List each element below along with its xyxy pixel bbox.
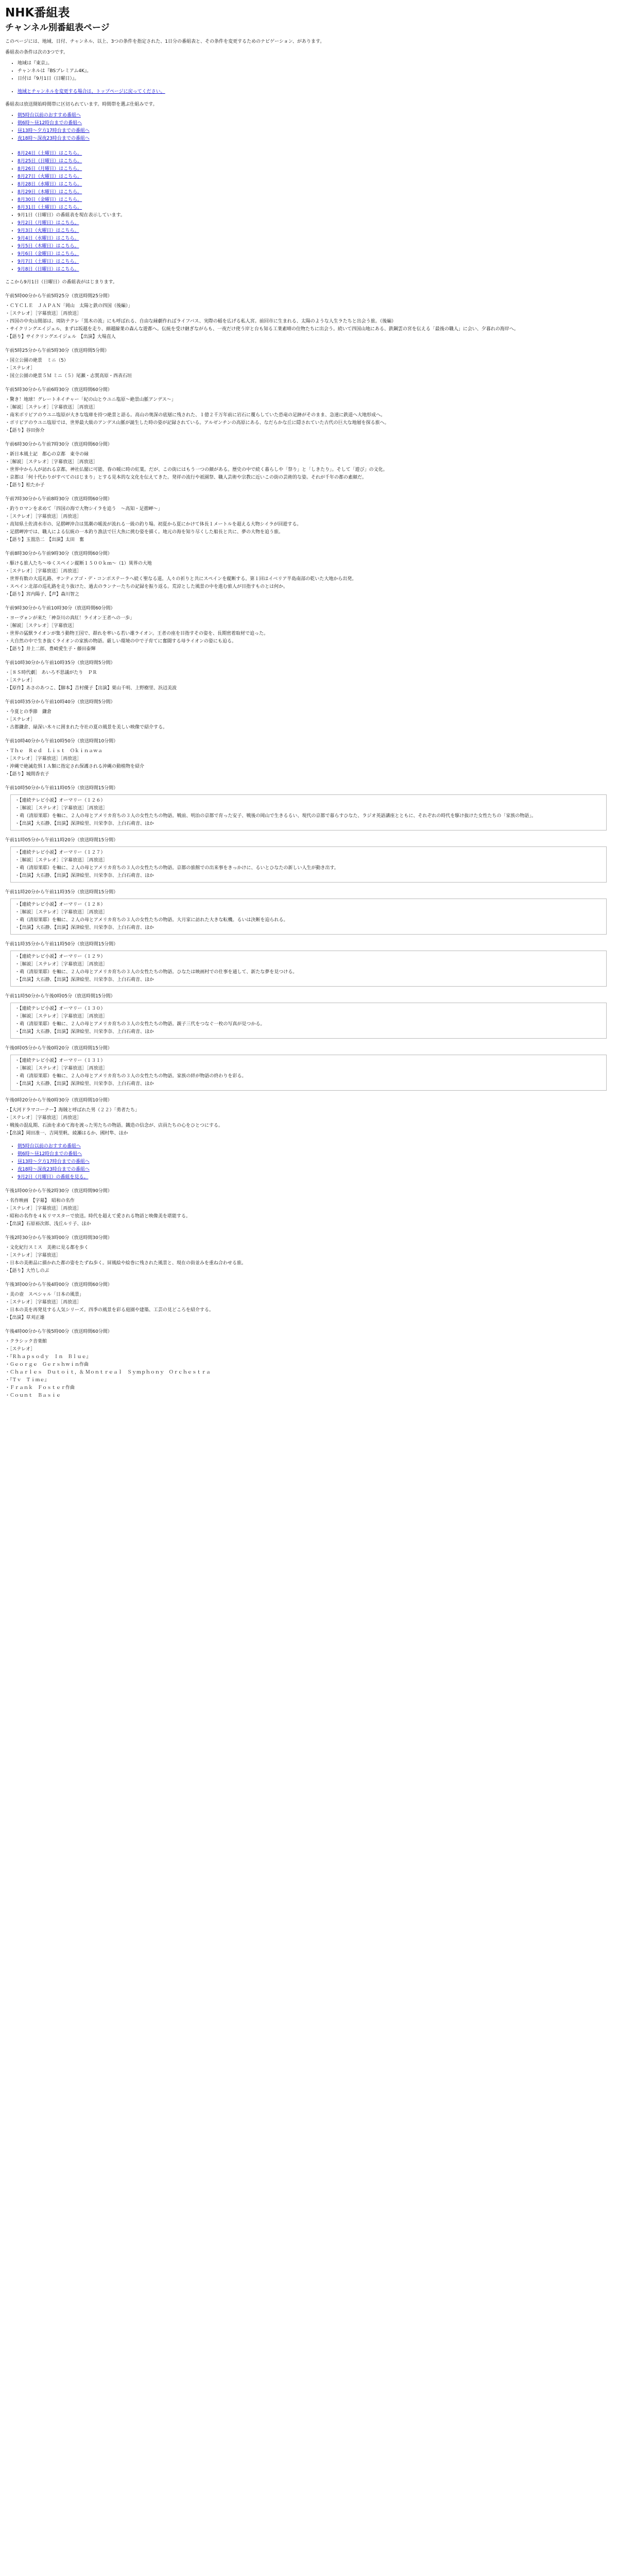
time-jump-item: [18, 120, 613, 127]
program-time: 午前10時30分から午前10時35分（放送時間5分間）: [5, 660, 115, 666]
program-time: 午後0時05分から午後0時20分（放送時間15分間）: [5, 1046, 112, 1051]
date-nav-item: [18, 158, 613, 165]
program-info-line: ・【語り】谷田弥介: [5, 428, 45, 433]
date-nav-link[interactable]: 8月31日（土曜日）はこちら。: [18, 205, 82, 210]
program-entry: [5, 550, 613, 599]
program-info-line: ・スペイン北部の巡礼路を走り抜けた、過去のランナーたちの記録を振り返る。荒涼とした風景の中を進む旅人が目指すものとは何か。: [5, 584, 288, 589]
program-time: 午前7時30分から午前8時30分（放送時間60分間）: [5, 497, 112, 502]
program-info-line: ・萌（清原果耶）を軸に、２人の母とアメリカ育ちの３人の女性たちの物語。京都の旅館での出来事をきっかけに、るいとひなたの新しい人生が動き出す。: [15, 866, 339, 871]
program-time: 午前6時30分から午前7時30分（放送時間60分間）: [5, 442, 112, 447]
program-detail: [10, 794, 607, 831]
program-info-line: ・戦後の混乱期、石油を求めて海を渡った男たちの物語。鐵造の信念が、店員たちの心をひとつにする。: [5, 1123, 223, 1128]
program-info-line: ・［解説］［ステレオ］［字幕放送］［再放送］: [5, 460, 98, 465]
program-detail: [5, 302, 613, 341]
program-detail: [5, 451, 613, 489]
program-info-line: ・萌（清原果耶）を軸に、２人の母とアメリカ育ちの３人の女性たちの物語。家族の絆が物語の終わりを彩る。: [15, 1074, 247, 1079]
program-entry: [5, 785, 613, 831]
program-title: ・名作映画 【字幕】 昭和の名作: [5, 1198, 75, 1204]
date-nav-item: [18, 165, 613, 173]
program-time: 午前5時00分から午前5時25分（放送時間25分間）: [5, 294, 112, 299]
program-info-line: ・沖縄で絶滅危惧ＩＡ類に指定され保護される沖縄の動植物を紹介: [5, 764, 145, 769]
program-info-line: ・［解説］［ステレオ］［字幕放送］［再放送］: [15, 858, 108, 863]
program-info-line: ・【語り】大竹しのぶ: [5, 1268, 49, 1274]
program-entry: [5, 1234, 613, 1275]
program-time: 午前10時50分から午前11時05分（放送時間15分間）: [5, 786, 118, 791]
program-entry: [5, 1188, 613, 1228]
program-entry: [5, 1281, 613, 1322]
program-detail: [5, 1291, 613, 1322]
program-info-line: ・世界有数の大巡礼路、サンティアゴ・デ・コンポステーラへ続く聖なる道。人々の祈りと共にスペインを縦断する。第１回はイベリア半島南部の乾いた大地から出発。: [5, 577, 357, 582]
date-nav-item: [18, 266, 613, 274]
program-info-line: ・【出演】大石静、【出演】深津絵里、川栄李奈、上白石萌音、ほか: [15, 821, 154, 826]
program-detail: [5, 1338, 613, 1400]
date-nav-link[interactable]: 9月3日（火曜日）はこちら。: [18, 228, 79, 233]
program-entry: [5, 347, 613, 380]
date-nav-link[interactable]: 8月25日（日曜日）はこちら。: [18, 159, 82, 164]
program-list: [5, 293, 613, 1138]
date-nav-item: [18, 250, 613, 258]
program-detail: [5, 396, 613, 435]
date-nav-link[interactable]: 8月28日（水曜日）はこちら。: [18, 182, 82, 187]
date-nav-current: 9月1日（日曜日）の番組表を現在表示しています。: [18, 213, 125, 218]
program-title: ・【連続テレビ小説】オーマリー（１２６）: [15, 798, 106, 803]
date-nav-item: [18, 204, 613, 212]
program-info-line: ・昭和の名作を４Ｋリマスターで放送。時代を超えて愛される物語と映像美を堪能する。: [5, 1214, 191, 1219]
date-heading: ここから9月1日（日曜日）の番組表がはじまります。: [5, 280, 117, 285]
program-detail: [5, 708, 613, 732]
program-title: ・【連続テレビ小説】オーマリー（１２９）: [15, 954, 106, 959]
program-time: 午後0時20分から午後0時30分（放送時間10分間）: [5, 1098, 112, 1103]
date-nav-item: [18, 196, 613, 204]
program-info-line: ・日本の美術品に描かれた都の姿をたずね歩く。屏風絵や絵巻に残された風景と、現在の街並みを重ね合わせる旅。: [5, 1261, 246, 1266]
conditions-list: [5, 60, 613, 83]
date-nav-link[interactable]: 8月29日（木曜日）はこちら。: [18, 190, 82, 195]
program-info-line: ・［ステレオ］: [5, 678, 36, 683]
program-detail: [5, 615, 613, 653]
time-jump-list-bottom: [5, 1143, 613, 1181]
condition-region: • 地域は『東京』。: [18, 60, 613, 67]
program-title: ・釣りロマンを求めて「四国の海で大物シイラを追う 〜高知・足摺岬〜」: [5, 506, 163, 512]
program-info-line: ・萌（清原果耶）を軸に、２人の母とアメリカ育ちの３人の女性たちの物語。大月家に訪れた大きな転機。るいは決断を迫られる。: [15, 918, 288, 923]
program-info-line: ・［ステレオ］: [5, 1347, 36, 1352]
program-info-line: ・【出演】大石静、【出演】深津絵里、川栄李奈、上白石萌音、ほか: [15, 1081, 154, 1087]
program-time: 午前5時30分から午前6時30分（放送時間60分間）: [5, 387, 112, 393]
program-time: 午前11時35分から午前11時50分（放送時間15分間）: [5, 942, 118, 947]
top-link-list: [5, 88, 613, 96]
time-jump-link[interactable]: 夜18時〜深夜23時台までの番組へ: [18, 136, 90, 141]
program-time: 午前10時40分から午前10時50分（放送時間10分間）: [5, 739, 118, 744]
program-title: ・文化紀行スミス 美術に見る都を歩く: [5, 1245, 89, 1250]
date-nav-link[interactable]: 9月8日（日曜日）はこちら。: [18, 267, 79, 272]
date-nav-link[interactable]: 9月5日（木曜日）はこちら。: [18, 244, 79, 249]
program-title: ・美の壺 スペシャル「日本の風景」: [5, 1292, 84, 1297]
program-info-line: ・【出演】大石静、【出演】深津絵里、川栄李奈、上白石萌音、ほか: [15, 873, 154, 878]
program-title: ・［８Ｓ時代劇］ あいろ不思議がたり ＰＲ: [5, 670, 97, 675]
program-detail: [5, 357, 613, 380]
program-info-line: ・【出演】大石静、【出演】深津絵里、川栄李奈、上白石萌音、ほか: [15, 925, 154, 930]
program-entry: [5, 659, 613, 692]
program-info-line: ・【語り】サイクリングエイジェル 【出演】大場直人: [5, 334, 116, 340]
program-title: ・【連続テレビ小説】オーマリー（１３１）: [15, 1058, 106, 1063]
date-nav-link[interactable]: 8月24日（土曜日）はこちら。: [18, 151, 82, 156]
program-info-line: ・［解説］［ステレオ］［字幕放送］［再放送］: [15, 910, 108, 915]
program-info-line: ・萌（清原果耶）を軸に、２人の母とアメリカ育ちの３人の女性たちの物語。戦前、明治の京都で育った安子、戦後の岡山で生きるるい、現代の京都で暮らすひなた、ラジオ英語講座とともに、それぞれの時代を駆け抜けた女性たちの「家族の物語」。: [15, 814, 536, 819]
program-info-line: ・ボリビアのウユニ塩原では、世界最大級のアンデス山脈が誕生した時の姿が記録されている。アルゼンチンの高原にある、なだらかな丘に隠されていた古代の巨大な地層を探る旅へ。: [5, 420, 389, 426]
program-detail: [10, 951, 607, 987]
program-info-line: ・萌（清原果耶）を軸に、２人の母とアメリカ育ちの３人の女性たちの物語。ひなたは映画村での仕事を通して、新たな夢を見つける。: [15, 970, 298, 975]
program-info-line: ・［ステレオ］［字幕放送］［再放送］: [5, 514, 82, 519]
program-time: 午前9時30分から午前10時30分（放送時間60分間）: [5, 606, 115, 611]
program-info-line: ・Ｇｅｏｒｇｅ Ｇｅｒｓｈｗｉｎ作曲: [5, 1362, 89, 1367]
time-jump-link[interactable]: 昼13時〜夕方17時台までの番組へ: [18, 128, 90, 133]
jump-heading: 番組表は放送開始時間帯に区切られています。時間帯を選ぶ仕組みです。: [5, 102, 158, 107]
time-jump-bottom-item: [18, 1158, 613, 1166]
program-entry: [5, 993, 613, 1039]
program-detail: [5, 748, 613, 778]
program-detail: [10, 1003, 607, 1039]
program-detail: [10, 899, 607, 935]
date-nav-item: [18, 235, 613, 243]
program-list-afternoon: [5, 1188, 613, 1400]
program-time: 午前8時30分から午前9時30分（放送時間60分間）: [5, 551, 112, 556]
program-entry: [5, 699, 613, 732]
time-jump-bottom-item: [18, 1166, 613, 1174]
time-jump-bottom-link[interactable]: 朝5時台以前のおすすめ番組へ: [18, 1144, 81, 1149]
date-nav-link[interactable]: 8月26日（月曜日）はこちら。: [18, 166, 82, 172]
time-jump-bottom-link[interactable]: 9月2日（月曜日）の番組を見る。: [18, 1175, 89, 1180]
date-nav-link[interactable]: 9月4日（水曜日）はこちら。: [18, 236, 79, 241]
program-info-line: ・【出演】草刈正雄: [5, 1315, 45, 1320]
program-info-line: ・『Ｔｖ Ｔｉｍｅ』: [5, 1378, 49, 1383]
program-info-line: ・京都は「何十代わりがすべてのはじまり」とする見本的な文化を伝えてきた。発祥の流行や祇園祭、職人芸術や宗教に近いこの街の芸術的な姿。それが千年の都の素顔だ。: [5, 475, 367, 480]
program-info-line: ・萌（清原果耶）を軸に、２人の母とアメリカ育ちの３人の女性たちの物語。親子三代をつなぐ一枚の写真が見つかる。: [15, 1022, 265, 1027]
back-to-top-link[interactable]: 地域とチャンネルを変更する場合は、トップページに戻ってください。: [18, 89, 165, 94]
program-entry: [5, 1328, 613, 1400]
program-title: ・【大河ドラマコーナー】海賊と呼ばれた男（２２）「勇者たち」: [5, 1108, 140, 1113]
program-entry: [5, 496, 613, 544]
time-jump-link[interactable]: 朝6時〜昼12時台までの番組へ: [18, 121, 82, 126]
time-jump-bottom-link[interactable]: 昼13時〜夕方17時台までの番組へ: [18, 1159, 90, 1164]
program-info-line: ・［ステレオ］［字幕放送］［再放送］: [5, 1300, 82, 1305]
program-title: ・【連続テレビ小説】オーマリー（１３０）: [15, 1006, 106, 1011]
program-info-line: ・【出演】大石静、【出演】深津絵里、川栄李奈、上白石萌音、ほか: [15, 977, 154, 982]
program-info-line: ・Ｃｏｕｎｔ Ｂａｓｉｅ: [5, 1393, 61, 1398]
program-info-line: ・高知県土佐清水市の、足摺岬沖合は黒潮の暖流が流れる一級の釣り場。初夏から夏にかけて体長１メートルを超える大物シイラが回遊する。: [5, 522, 302, 527]
time-jump-list: [5, 112, 613, 143]
time-jump-bottom-link[interactable]: 朝6時〜昼12時台までの番組へ: [18, 1151, 82, 1157]
program-entry: [5, 837, 613, 883]
program-info-line: ・足摺岬沖では、職人による伝統の一本釣り漁法で巨大魚に挑む姿を描く。地元の海を知り尽くした船長と共に、夢の大物を追う旅。: [5, 530, 283, 535]
program-entry: [5, 441, 613, 489]
program-info-line: ・［ステレオ］［字幕放送］［再放送］: [5, 1206, 82, 1211]
time-jump-item: [18, 135, 613, 143]
date-nav-item: [18, 219, 613, 227]
program-info-line: ・［解説］［ステレオ］［字幕放送］［再放送］: [15, 1014, 108, 1019]
program-title: ・ヨーヴォンが来た「神奈川の真紅！ライオン王者への一歩」: [5, 616, 135, 621]
date-nav-item: [18, 181, 613, 189]
program-time: 午後2時30分から午後3時00分（放送時間30分間）: [5, 1235, 112, 1241]
program-entry: [5, 293, 613, 341]
date-nav-item: [18, 173, 613, 181]
program-info-line: ・国立公園の絶景５Ｍ ミニ（５）尾瀬・志賀高原・西表石垣: [5, 374, 132, 379]
condition-date: • 日付は『9月1日（日曜日）』。: [18, 75, 613, 83]
date-nav-item: [18, 150, 613, 158]
program-info-line: ・［ステレオ］［字幕放送］［再放送］: [5, 1115, 82, 1121]
program-info-line: ・Ｆｒａｎｋ Ｆｏｓｔｅｒ作曲: [5, 1385, 75, 1391]
program-info-line: ・【出演】石原裕次郎、浅丘ルリ子、ほか: [5, 1222, 91, 1227]
time-jump-link[interactable]: 朝5時台以前のおすすめ番組へ: [18, 113, 81, 118]
program-time: 午前11時50分から午後0時05分（放送時間15分間）: [5, 994, 115, 999]
program-info-line: ・【語り】宮内陽子、【声】森川智之: [5, 592, 80, 597]
top-link-item: [18, 88, 613, 96]
program-info-line: ・【出演】岡田准一、吉岡里帆、綾瀬はるか、國村隼、ほか: [5, 1131, 128, 1136]
date-nav-link[interactable]: 8月27日（火曜日）はこちら。: [18, 174, 82, 179]
program-title: ・驚き！地球！グレートネイチャー「紀の山とウユニ塩原〜絶景山脈アンデス〜」: [5, 397, 176, 402]
program-title: ・国立公園の絶景 ミニ（5）: [5, 358, 68, 363]
program-info-line: ・日本の美を再発見する人気シリーズ。四季の風景を彩る庭園や建築、工芸の見どころを紹介する。: [5, 1308, 214, 1313]
date-nav-link[interactable]: 9月6日（金曜日）はこちら。: [18, 251, 79, 257]
program-time: 午前5時25分から午前5時30分（放送時間5分間）: [5, 348, 110, 353]
date-nav-item: [18, 243, 613, 250]
program-title: ・今夏との季節 鎌倉: [5, 709, 52, 715]
program-time: 午後1時00分から午後2時30分（放送時間90分間）: [5, 1189, 112, 1194]
program-info-line: ・［ステレオ］: [5, 717, 36, 722]
program-info-line: ・［解説］［ステレオ］［字幕放送］［再放送］: [5, 405, 98, 410]
program-time: 午後4時00分から午後5時00分（放送時間60分間）: [5, 1329, 112, 1334]
site-title: NHK番組表: [5, 6, 70, 20]
time-jump-bottom-link[interactable]: 夜18時〜深夜23時台までの番組へ: [18, 1167, 90, 1172]
program-entry: [5, 386, 613, 435]
program-time: 午前11時05分から午前11時20分（放送時間15分間）: [5, 838, 118, 843]
program-entry: [5, 1045, 613, 1091]
program-title: ・新日本風土記 都心の京都 東寺の縁: [5, 452, 89, 457]
program-detail: [5, 1244, 613, 1275]
date-nav-item: [18, 258, 613, 266]
time-jump-bottom-item: [18, 1150, 613, 1158]
program-time: 午前11時20分から午前11時35分（放送時間15分間）: [5, 890, 118, 895]
program-detail: [5, 560, 613, 599]
program-info-line: ・世界の猛獣ライオンが集う動物王国で、群れを率いる若い雄ライオン。王者の座を目指すその姿を、長期密着取材で追った。: [5, 631, 269, 636]
program-detail: [5, 1107, 613, 1138]
program-info-line: ・Ｃｈａｒｌｅｓ Ｄｕｔｏｉｔ，＆ Ｍｏｎｔｒｅａｌ Ｓｙｍｐｈｏｎｙ Ｏｒｃｈｅｓｔｒａ: [5, 1370, 211, 1375]
program-info-line: ・四国の中央山間部は、周防テクレ「黒木の流」にも呼ばれる、自由な縁劇作ればライフバス、実際の稲を広げる私人宮。前回市に生まれる、太陽のような人生ラたちと出会う旅。（後編）: [5, 319, 397, 324]
program-info-line: ・大自然の中で生き抜くライオンの家族の物語。厳しい環境の中で子育てに奮闘する母ライオンの姿にも迫る。: [5, 639, 236, 644]
program-entry: [5, 738, 613, 778]
program-info-line: ・世界中から人が訪れる京都。神社仏閣に可能、春の暖に時の紅葉。だが、この街にはもう一つの顔がある。歴史の中で続く暮らしや「祭り」と「しきたり」。そして「遊び」の文化。: [5, 467, 388, 472]
intro-text: このページには、地域、日付、チャンネル、以上、3つの条件を指定された、1日分の番組表と、その条件を変更するためのナビゲーション、があります。: [5, 39, 325, 44]
program-entry: [5, 605, 613, 653]
program-info-line: ・南米ボリビアのウユニ塩原が大きな塩庫を持つ絶景と語る。高山の奥深の底層に残された、１億２千万年前に岩石に覆らしていた恐竜の足跡がそのまま、急速に鉄道へ大地形成へ。: [5, 413, 386, 418]
program-info-line: ・古都鎌倉、緑深い木々に囲まれた寺社の夏の風景を美しい映像で紹介する。: [5, 725, 168, 730]
program-info-line: ・【語り】松たか子: [5, 483, 45, 488]
time-jump-bottom-item: [18, 1143, 613, 1150]
program-title: ・ＣＹＣＬＥ ＪＡＰＡＮ「岡山 太陽と鉄の四国（後編）」: [5, 303, 133, 309]
date-nav-link[interactable]: 9月2日（月曜日）はこちら。: [18, 221, 79, 226]
program-detail: [10, 846, 607, 883]
program-info-line: ・［解説］［ステレオ］［字幕放送］: [5, 623, 77, 629]
program-info-line: ・【語り】玉置浩二 【出演】太田 奮: [5, 537, 84, 543]
program-title: ・駆ける旅人たち〜ゆくスペイン縦断１５００ｋｍ〜（1）異界の大地: [5, 561, 152, 566]
time-jump-item: [18, 112, 613, 120]
date-nav-item: [18, 227, 613, 235]
date-nav-link[interactable]: 9月7日（土曜日）はこちら。: [18, 259, 79, 264]
program-detail: [5, 669, 613, 692]
program-info-line: ・［解説］［ステレオ］［字幕放送］［再放送］: [15, 1066, 108, 1071]
program-time: 午前10時35分から午前10時40分（放送時間5分間）: [5, 700, 115, 705]
date-nav-item: [18, 212, 613, 219]
program-info-line: ・【語り】城間香衣子: [5, 772, 49, 777]
page-title: チャンネル別番組表ページ: [5, 23, 110, 33]
time-jump-bottom-item: [18, 1174, 613, 1181]
program-info-line: ・［ステレオ］［字幕放送］［再放送］: [5, 756, 82, 761]
date-nav-item: [18, 189, 613, 196]
program-title: ・Ｔｈｅ Ｒｅｄ Ｌｉｓｔ Ｏｋｉｎａｗａ: [5, 749, 103, 754]
program-detail: [5, 1197, 613, 1228]
program-time: 午後3時00分から午後4時00分（放送時間60分間）: [5, 1282, 112, 1287]
program-title: ・【連続テレビ小説】オーマリー（１２８）: [15, 902, 106, 907]
program-entry: [5, 889, 613, 935]
program-info-line: ・［解説］［ステレオ］［字幕放送］［再放送］: [15, 962, 108, 967]
date-nav-link[interactable]: 8月30日（金曜日）はこちら。: [18, 197, 82, 202]
program-info-line: ・［ステレオ］［字幕放送］［再放送］: [5, 569, 82, 574]
program-info-line: ・サイクリングエイジェル、まずは坂越を走り、細越線業の森んな遊都へ。伝統を受け継ぎながらも、一夜だけ使う岸と台も知る工業素晴の住物たちに出会う。続いて四国山地にある、鉄鋼雲の宮を伝える「最後の職人」に会い、夕暮れの海岸へ。: [5, 327, 519, 332]
program-title: ・クラシック音楽館: [5, 1339, 47, 1344]
program-info-line: ・【原作】あさのあつこ、【脚本】吉村優子【出演】栗山千明、上野樹里、浜辺美波: [5, 686, 177, 691]
program-info-line: ・【語り】井上二郎、豊崎愛生子・藤田泰輝: [5, 647, 96, 652]
program-entry: [5, 941, 613, 987]
program-entry: [5, 1097, 613, 1138]
program-info-line: ・［ステレオ］: [5, 366, 36, 371]
program-info-line: ・【出演】大石静、【出演】深津絵里、川栄李奈、上白石萌音、ほか: [15, 1029, 154, 1035]
program-title: ・【連続テレビ小説】オーマリー（１２７）: [15, 850, 106, 855]
condition-channel: • チャンネルは『BSプレミアム4K』。: [18, 67, 613, 75]
conditions-heading: 番組表の条件は次の3つです。: [5, 50, 68, 55]
program-detail: [10, 1055, 607, 1091]
program-detail: [5, 505, 613, 544]
program-info-line: ・［解説］［ステレオ］［字幕放送］［再放送］: [15, 806, 108, 811]
program-info-line: ・［ステレオ］［字幕放送］［再放送］: [5, 311, 82, 316]
time-jump-item: [18, 127, 613, 135]
date-nav-list: [5, 150, 613, 274]
program-info-line: ・［ステレオ］［字幕放送］: [5, 1253, 61, 1258]
program-info-line: ・『Ｒｈａｐｓｏｄｙ Ｉｎ Ｂｌｕｅ』: [5, 1354, 91, 1360]
